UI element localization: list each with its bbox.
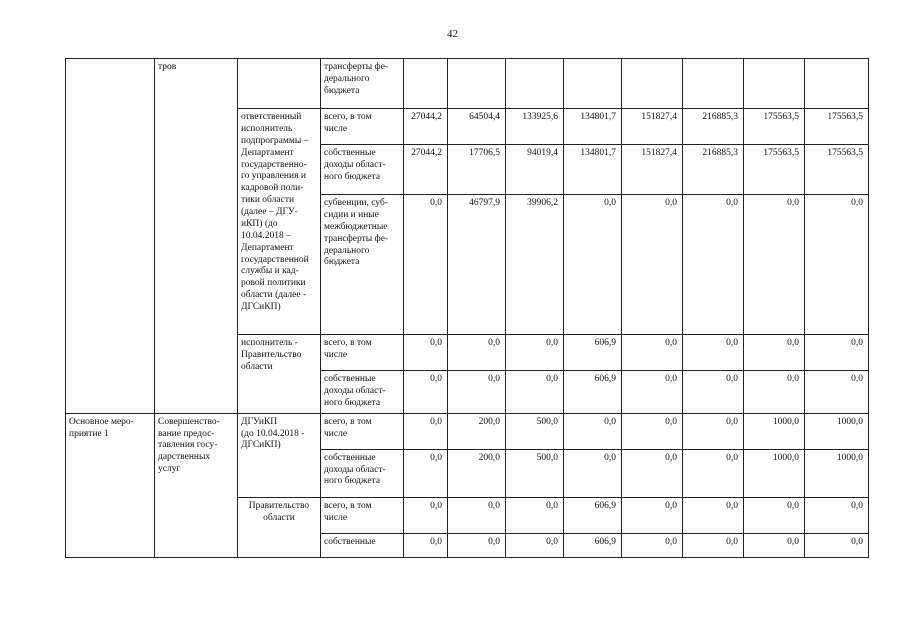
- cell-funding-source: всего, в том числе: [321, 109, 404, 145]
- cell-funding-source: собственные доходы област- ного бюджета: [321, 449, 404, 497]
- cell-value: 134801,7: [564, 145, 622, 195]
- cell-funding-source: собственные доходы област- ного бюджета: [321, 371, 404, 414]
- cell-value: 606,9: [564, 335, 622, 371]
- cell-activity: [66, 59, 155, 414]
- cell-value: 27044,2: [404, 109, 448, 145]
- cell-value: 0,0: [622, 413, 683, 449]
- cell-value: 175563,5: [805, 145, 869, 195]
- cell-name: Совершенство- вание предос- тавления госу- дарственных услуг: [155, 413, 238, 557]
- cell-funding-source: всего, в том числе: [321, 335, 404, 371]
- cell-value: 0,0: [564, 413, 622, 449]
- cell-funding-source: собственные: [321, 533, 404, 557]
- cell-value: 39906,2: [506, 195, 564, 335]
- cell-value: 175563,5: [744, 109, 805, 145]
- cell-value: [448, 59, 506, 109]
- cell-value: 500,0: [506, 413, 564, 449]
- cell-value: 0,0: [506, 533, 564, 557]
- cell-funding-source: всего, в том числе: [321, 413, 404, 449]
- cell-value: 0,0: [805, 335, 869, 371]
- budget-table: [65, 58, 869, 558]
- cell-value: 606,9: [564, 497, 622, 533]
- cell-value: 0,0: [683, 195, 744, 335]
- cell-value: [744, 59, 805, 109]
- cell-value: 94019,4: [506, 145, 564, 195]
- cell-value: [404, 59, 448, 109]
- cell-name: тров: [155, 59, 238, 414]
- page-number: 42: [447, 28, 458, 40]
- cell-value: 64504,4: [448, 109, 506, 145]
- cell-value: 0,0: [683, 449, 744, 497]
- cell-value: 0,0: [622, 371, 683, 414]
- cell-value: 0,0: [622, 533, 683, 557]
- cell-value: 0,0: [744, 195, 805, 335]
- cell-value: 216885,3: [683, 145, 744, 195]
- cell-executor: [238, 59, 321, 109]
- cell-value: 0,0: [448, 533, 506, 557]
- cell-value: 606,9: [564, 533, 622, 557]
- cell-value: 0,0: [683, 497, 744, 533]
- cell-value: 46797,9: [448, 195, 506, 335]
- cell-value: 0,0: [622, 335, 683, 371]
- cell-activity: Основное меро- приятие 1: [66, 413, 155, 557]
- cell-value: 0,0: [404, 413, 448, 449]
- cell-value: 0,0: [506, 371, 564, 414]
- cell-value: 175563,5: [744, 145, 805, 195]
- cell-executor: Правительство области: [238, 497, 321, 557]
- cell-value: 0,0: [448, 335, 506, 371]
- cell-value: 0,0: [404, 195, 448, 335]
- table-row: [66, 59, 869, 109]
- cell-executor: ДГУиКП (до 10.04.2018 - ДГСиКП): [238, 413, 321, 497]
- cell-value: 500,0: [506, 449, 564, 497]
- cell-value: 151827,4: [622, 145, 683, 195]
- cell-value: 0,0: [506, 335, 564, 371]
- cell-funding-source: субвенции, суб- сидии и иные межбюджетные трансферты фе- дерального бюджета: [321, 195, 404, 335]
- cell-value: 0,0: [805, 497, 869, 533]
- cell-value: 175563,5: [805, 109, 869, 145]
- cell-value: 1000,0: [805, 449, 869, 497]
- cell-value: 151827,4: [622, 109, 683, 145]
- cell-value: 0,0: [404, 371, 448, 414]
- cell-value: 0,0: [744, 371, 805, 414]
- cell-value: 0,0: [448, 497, 506, 533]
- cell-value: 0,0: [805, 533, 869, 557]
- cell-funding-source: всего, в том числе: [321, 497, 404, 533]
- cell-value: 0,0: [805, 371, 869, 414]
- cell-value: 1000,0: [744, 449, 805, 497]
- cell-value: 0,0: [448, 371, 506, 414]
- cell-value: [506, 59, 564, 109]
- cell-value: 0,0: [404, 449, 448, 497]
- cell-value: 0,0: [404, 497, 448, 533]
- table-row: [66, 413, 869, 449]
- cell-value: 0,0: [622, 195, 683, 335]
- cell-value: [683, 59, 744, 109]
- cell-value: [805, 59, 869, 109]
- cell-value: 0,0: [622, 449, 683, 497]
- cell-value: 0,0: [506, 497, 564, 533]
- cell-value: 0,0: [564, 195, 622, 335]
- cell-funding-source: трансферты фе- дерального бюджета: [321, 59, 404, 109]
- cell-value: [564, 59, 622, 109]
- cell-value: 133925,6: [506, 109, 564, 145]
- cell-value: 0,0: [744, 335, 805, 371]
- cell-funding-source: собственные доходы област- ного бюджета: [321, 145, 404, 195]
- cell-value: 606,9: [564, 371, 622, 414]
- cell-value: 0,0: [744, 497, 805, 533]
- cell-executor: исполнитель - Правительство области: [238, 335, 321, 414]
- cell-value: 0,0: [404, 335, 448, 371]
- cell-value: 0,0: [622, 497, 683, 533]
- cell-value: 0,0: [564, 449, 622, 497]
- cell-value: 1000,0: [744, 413, 805, 449]
- cell-value: 0,0: [805, 195, 869, 335]
- cell-value: [622, 59, 683, 109]
- cell-executor: ответственный исполнитель подпрограммы – Департамент государственно- го управления и кадровой поли- тики области (далее – ДГУ- иКП) (до 10.04.2018 – Департамент государственной службы и кад- ровой политики области (далее - ДГСиКП): [238, 109, 321, 335]
- cell-value: 27044,2: [404, 145, 448, 195]
- cell-value: 0,0: [404, 533, 448, 557]
- cell-value: 0,0: [683, 533, 744, 557]
- cell-value: 200,0: [448, 413, 506, 449]
- cell-value: 0,0: [683, 371, 744, 414]
- cell-value: 1000,0: [805, 413, 869, 449]
- cell-value: 0,0: [744, 533, 805, 557]
- cell-value: 134801,7: [564, 109, 622, 145]
- cell-value: 0,0: [683, 413, 744, 449]
- cell-value: 200,0: [448, 449, 506, 497]
- cell-value: 216885,3: [683, 109, 744, 145]
- cell-value: 17706,5: [448, 145, 506, 195]
- cell-value: 0,0: [683, 335, 744, 371]
